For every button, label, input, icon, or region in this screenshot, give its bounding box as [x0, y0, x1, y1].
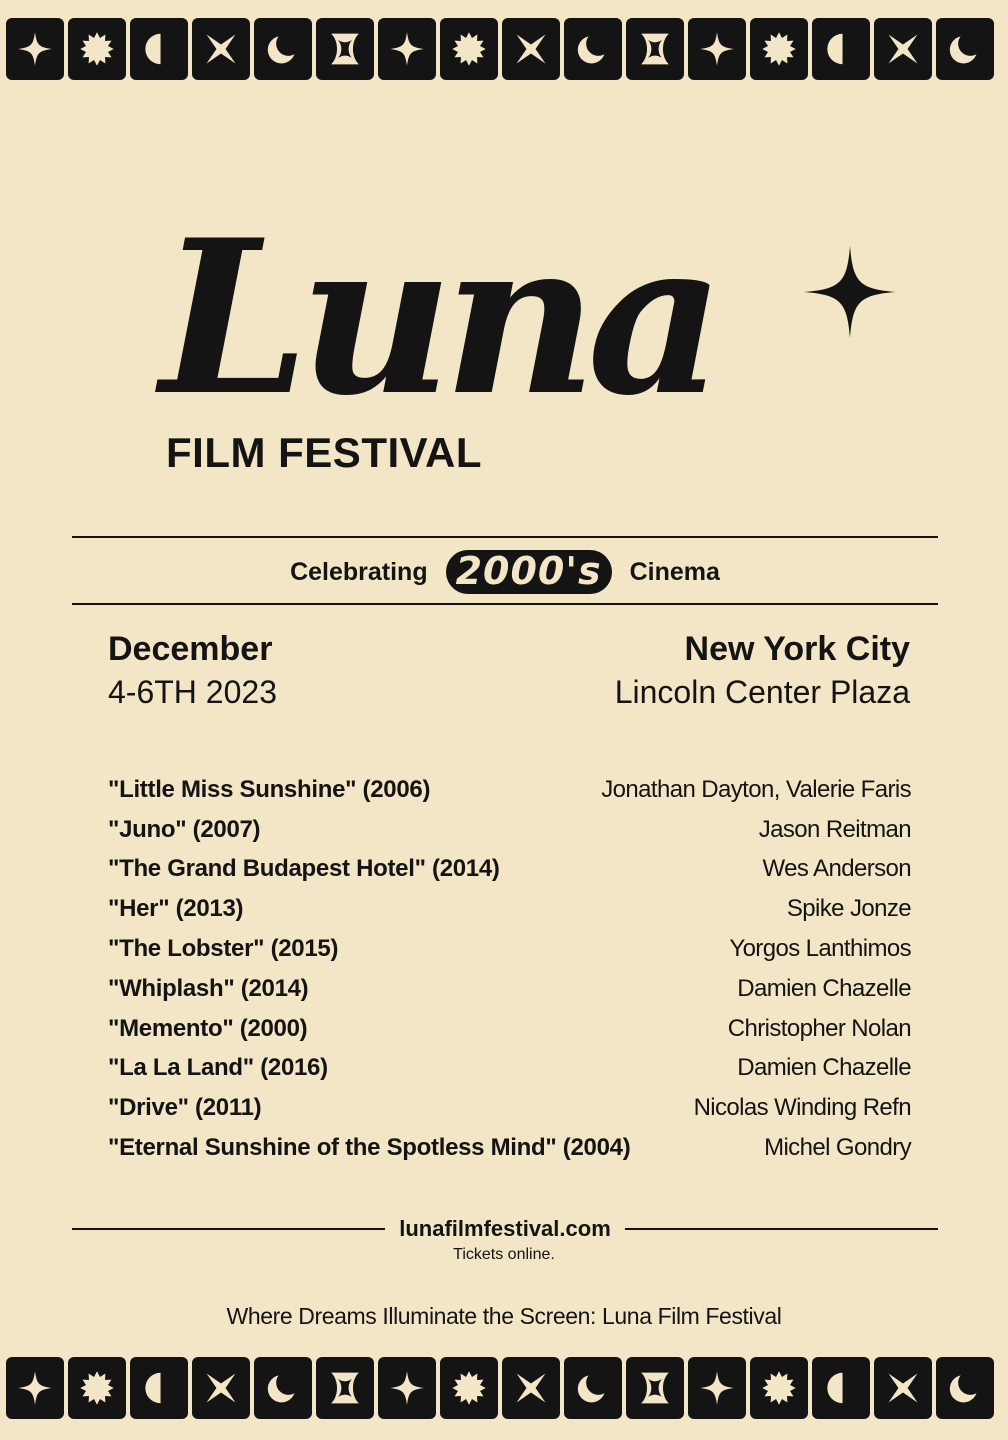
top-icon-border — [0, 18, 1008, 80]
film-director: Damien Chazelle — [737, 1054, 911, 1082]
venue-city: New York City — [684, 630, 910, 668]
border-tile — [750, 18, 808, 80]
four-point-star-icon — [512, 1369, 550, 1407]
film-title: "The Lobster" (2015) — [108, 935, 339, 963]
border-tile — [378, 18, 436, 80]
four-point-star-icon — [512, 30, 550, 68]
film-director: Nicolas Winding Refn — [693, 1094, 911, 1122]
diamond-star-icon — [388, 30, 426, 68]
tagline — [72, 540, 938, 604]
film-title: "Little Miss Sunshine" (2006) — [108, 775, 431, 803]
event-date — [108, 632, 277, 708]
diamond-star-icon — [698, 1369, 736, 1407]
website-rule-left — [72, 1228, 385, 1230]
festival-logo — [160, 193, 850, 442]
film-title: "Drive" (2011) — [108, 1094, 262, 1122]
film-director: Michel Gondry — [764, 1134, 911, 1162]
border-tile — [688, 18, 746, 80]
four-point-star-icon — [202, 1369, 240, 1407]
film-title: "Juno" (2007) — [108, 815, 261, 843]
film-row — [108, 929, 911, 969]
film-title: "Her" (2013) — [108, 895, 244, 923]
border-tile — [68, 18, 126, 80]
film-director: Christopher Nolan — [727, 1014, 911, 1042]
half-moon-icon — [822, 1369, 860, 1407]
divider-top — [72, 536, 938, 538]
divider-bottom — [72, 603, 938, 605]
film-title: "Whiplash" (2014) — [108, 974, 309, 1002]
sunburst-icon — [78, 30, 116, 68]
logo-wordmark: Luna — [160, 193, 715, 442]
sunburst-icon — [450, 1369, 488, 1407]
crescent-moon-icon — [264, 1369, 302, 1407]
four-point-star-icon — [884, 30, 922, 68]
border-tile — [812, 18, 870, 80]
sunburst-icon — [760, 30, 798, 68]
website-link[interactable]: lunafilmfestival.com — [399, 1216, 611, 1241]
half-moon-icon — [140, 30, 178, 68]
hourglass-star-icon — [636, 1369, 674, 1407]
half-moon-icon — [822, 30, 860, 68]
border-tile — [254, 18, 312, 80]
hourglass-star-icon — [326, 1369, 364, 1407]
film-row — [108, 850, 911, 890]
border-tile — [6, 18, 64, 80]
border-tile — [316, 18, 374, 80]
border-tile — [626, 18, 684, 80]
sunburst-icon — [78, 1369, 116, 1407]
border-tile — [502, 18, 560, 80]
border-tile — [68, 1357, 126, 1419]
border-tile — [254, 1357, 312, 1419]
half-moon-icon — [140, 1369, 178, 1407]
diamond-star-icon — [16, 1369, 54, 1407]
film-director: Yorgos Lanthimos — [729, 935, 911, 963]
border-tile — [192, 18, 250, 80]
film-row — [108, 770, 911, 810]
event-venue — [615, 632, 910, 708]
border-tile — [626, 1357, 684, 1419]
website-rule-right — [625, 1228, 938, 1230]
film-row — [108, 810, 911, 850]
crescent-moon-icon — [574, 30, 612, 68]
hourglass-star-icon — [636, 30, 674, 68]
diamond-star-icon — [698, 30, 736, 68]
film-row — [108, 1128, 911, 1168]
film-director: Wes Anderson — [762, 855, 911, 883]
border-tile — [440, 18, 498, 80]
border-tile — [812, 1357, 870, 1419]
crescent-moon-icon — [946, 30, 984, 68]
crescent-moon-icon — [946, 1369, 984, 1407]
border-tile — [874, 18, 932, 80]
slogan: Where Dreams Illuminate the Screen: Luna Film Festival — [226, 1303, 782, 1329]
crescent-moon-icon — [264, 30, 302, 68]
film-row — [108, 1009, 911, 1049]
hourglass-star-icon — [326, 30, 364, 68]
border-tile — [502, 1357, 560, 1419]
border-tile — [316, 1357, 374, 1419]
tagline-before: Celebrating — [290, 557, 428, 586]
four-point-star-icon — [202, 30, 240, 68]
film-row — [108, 889, 911, 929]
film-list — [108, 770, 911, 1168]
film-title: "Eternal Sunshine of the Spotless Mind" (2004) — [108, 1134, 631, 1162]
border-tile — [750, 1357, 808, 1419]
film-title: "Memento" (2000) — [108, 1014, 308, 1042]
sunburst-icon — [450, 30, 488, 68]
border-tile — [6, 1357, 64, 1419]
border-tile — [564, 1357, 622, 1419]
four-point-star-icon — [884, 1369, 922, 1407]
film-director: Jason Reitman — [758, 815, 911, 843]
border-tile — [130, 1357, 188, 1419]
film-director: Jonathan Dayton, Valerie Faris — [601, 775, 911, 803]
diamond-star-icon — [388, 1369, 426, 1407]
border-tile — [192, 1357, 250, 1419]
sunburst-icon — [760, 1369, 798, 1407]
border-tile — [874, 1357, 932, 1419]
film-row — [108, 1088, 911, 1128]
film-title: "La La Land" (2016) — [108, 1054, 328, 1082]
decade-badge: 2000's — [446, 550, 612, 594]
logo-subtitle: FILM FESTIVAL — [166, 429, 483, 476]
crescent-moon-icon — [574, 1369, 612, 1407]
website-row — [72, 1212, 938, 1246]
film-row — [108, 969, 911, 1009]
border-tile — [936, 18, 994, 80]
date-days: 4-6TH 2023 — [108, 674, 277, 710]
film-row — [108, 1049, 911, 1089]
venue-place: Lincoln Center Plaza — [614, 674, 910, 710]
film-title: "The Grand Budapest Hotel" (2014) — [108, 855, 500, 883]
border-tile — [688, 1357, 746, 1419]
tickets-note: Tickets online. — [453, 1246, 555, 1263]
diamond-star-icon — [16, 30, 54, 68]
border-tile — [378, 1357, 436, 1419]
film-director: Damien Chazelle — [737, 974, 911, 1002]
border-tile — [564, 18, 622, 80]
border-tile — [936, 1357, 994, 1419]
film-director: Spike Jonze — [786, 895, 911, 923]
bottom-icon-border — [0, 1357, 1008, 1419]
border-tile — [440, 1357, 498, 1419]
sparkle-star-icon — [802, 244, 898, 340]
date-month: December — [108, 630, 273, 668]
tagline-after: Cinema — [629, 557, 720, 586]
border-tile — [130, 18, 188, 80]
